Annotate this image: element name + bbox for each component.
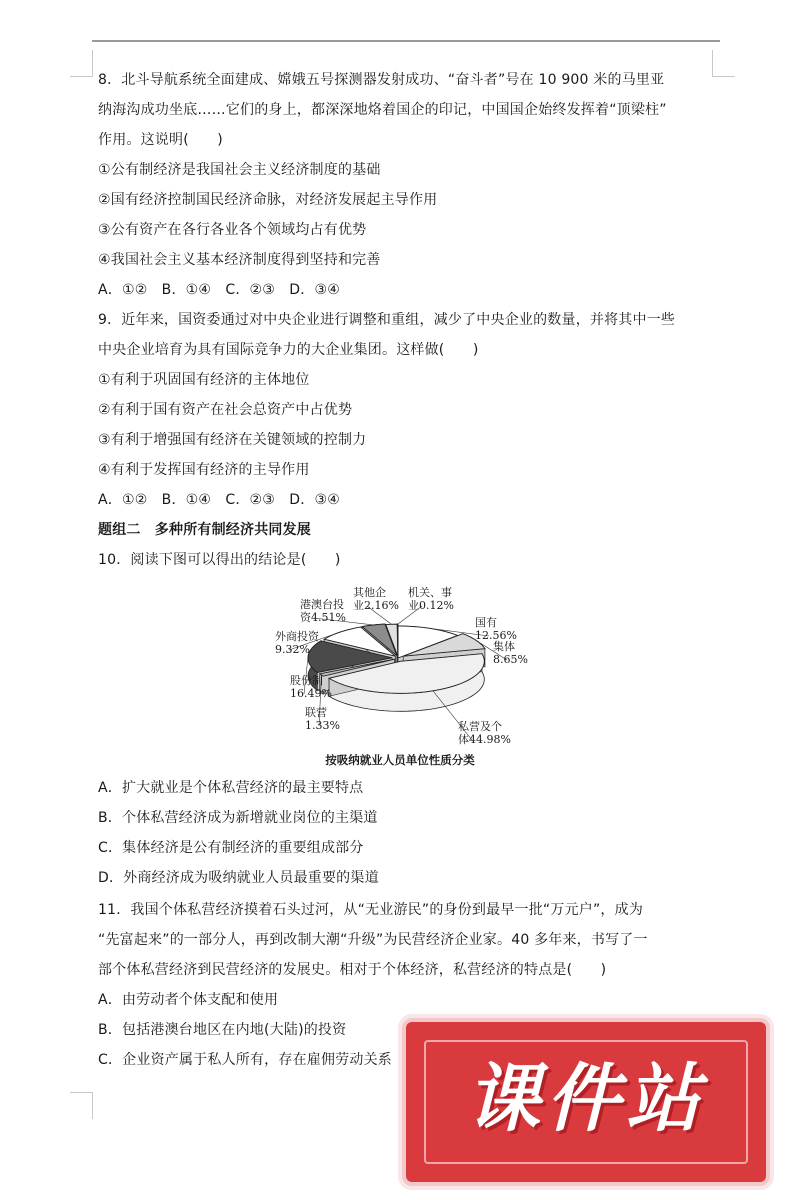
- q10-option-b: B．个体私营经济成为新增就业岗位的主渠道: [98, 810, 378, 826]
- q11-stem-line-1: 11．我国个体私营经济摸着石头过河，从“无业游民”的身份到最早一批“万元户”，成为: [98, 902, 644, 918]
- page-top-rule: [92, 40, 720, 42]
- q8-stem-line-2: 纳海沟成功坐底……它们的身上，都深深地烙着国企的印记，中国国企始终发挥着“顶梁柱”: [98, 102, 667, 118]
- q10-stem: 10．阅读下图可以得出的结论是( ): [98, 552, 341, 568]
- q10-option-d: D．外商经济成为吸纳就业人员最重要的渠道: [98, 870, 379, 886]
- pie-label: 联营: [305, 706, 327, 719]
- q11-stem-line-3: 部个体私营经济到民营经济的发展史。相对于个体经济，私营经济的特点是( ): [98, 962, 607, 978]
- q8-stem-line-1: 8．北斗导航系统全面建成、嫦娥五号探测器发射成功、“奋斗者”号在 10 900 米的马里亚: [98, 72, 665, 88]
- pie-label-value: 业0.12%: [408, 599, 454, 612]
- pie-label-value: 12.56%: [475, 629, 517, 642]
- pie-chart-svg: [250, 580, 550, 770]
- watermark-text: 课件站: [466, 1056, 706, 1142]
- q9-stem-line-1: 9．近年来，国资委通过对中央企业进行调整和重组，减少了中央企业的数量，并将其中一些: [98, 312, 676, 328]
- q9-option-4: ④有利于发挥国有经济的主导作用: [98, 462, 310, 478]
- q11-stem-line-2: “先富起来”的一部分人，再到改制大潮“升级”为民营经济企业家。40 多年来，书写了一: [98, 932, 648, 948]
- chart-caption: 按吸纳就业人员单位性质分类: [325, 753, 475, 767]
- q8-stem-line-3: 作用。这说明( ): [98, 132, 223, 148]
- q11-option-c: C．企业资产属于私人所有，存在雇佣劳动关系: [98, 1052, 392, 1068]
- pie-label: 其他企: [353, 586, 386, 599]
- q8-option-4: ④我国社会主义基本经济制度得到坚持和完善: [98, 252, 381, 268]
- employment-pie-chart: [250, 580, 550, 770]
- crop-mark-bottom-left: [70, 1092, 93, 1119]
- pie-label: 机关、事: [408, 586, 452, 599]
- q9-option-1: ①有利于巩固国有经济的主体地位: [98, 372, 310, 388]
- pie-label-value: 1.33%: [305, 719, 340, 732]
- q9-choices: A．①② B．①④ C．②③ D．③④: [98, 492, 340, 508]
- q8-option-1: ①公有制经济是我国社会主义经济制度的基础: [98, 162, 381, 178]
- q9-stem-line-2: 中央企业培育为具有国际竞争力的大企业集团。这样做( ): [98, 342, 479, 358]
- q9-option-3: ③有利于增强国有经济在关键领域的控制力: [98, 432, 367, 448]
- pie-label: 股份制: [290, 674, 323, 687]
- q10-option-c: C．集体经济是公有制经济的重要组成部分: [98, 840, 364, 856]
- pie-label-value: 资4.51%: [300, 611, 346, 624]
- q8-choices: A．①② B．①④ C．②③ D．③④: [98, 282, 340, 298]
- q10-option-a: A．扩大就业是个体私营经济的最主要特点: [98, 780, 364, 796]
- pie-label-value: 9.32%: [275, 643, 310, 656]
- watermark-stamp: [406, 1022, 766, 1182]
- pie-label: 港澳台投: [300, 598, 344, 611]
- pie-label: 国有: [475, 616, 497, 629]
- q8-option-3: ③公有资产在各行各业各个领域均占有优势: [98, 222, 367, 238]
- q9-option-2: ②有利于国有资产在社会总资产中占优势: [98, 402, 353, 418]
- pie-label-value: 8.65%: [493, 653, 528, 666]
- pie-label-value: 16.49%: [290, 687, 332, 700]
- pie-slice: [397, 624, 398, 656]
- pie-label: 私营及个: [458, 720, 502, 733]
- pie-label-value: 体44.98%: [458, 733, 511, 746]
- pie-label: 外商投资: [275, 630, 319, 643]
- pie-label-value: 业2.16%: [353, 599, 399, 612]
- q8-option-2: ②国有经济控制国民经济命脉，对经济发展起主导作用: [98, 192, 438, 208]
- crop-mark-top-right: [712, 50, 735, 77]
- section-heading: 题组二 多种所有制经济共同发展: [98, 522, 311, 538]
- pie-label: 集体: [493, 640, 515, 653]
- crop-mark-top-left: [70, 50, 93, 77]
- q11-option-a: A．由劳动者个体支配和使用: [98, 992, 279, 1008]
- q11-option-b: B．包括港澳台地区在内地(大陆)的投资: [98, 1022, 347, 1038]
